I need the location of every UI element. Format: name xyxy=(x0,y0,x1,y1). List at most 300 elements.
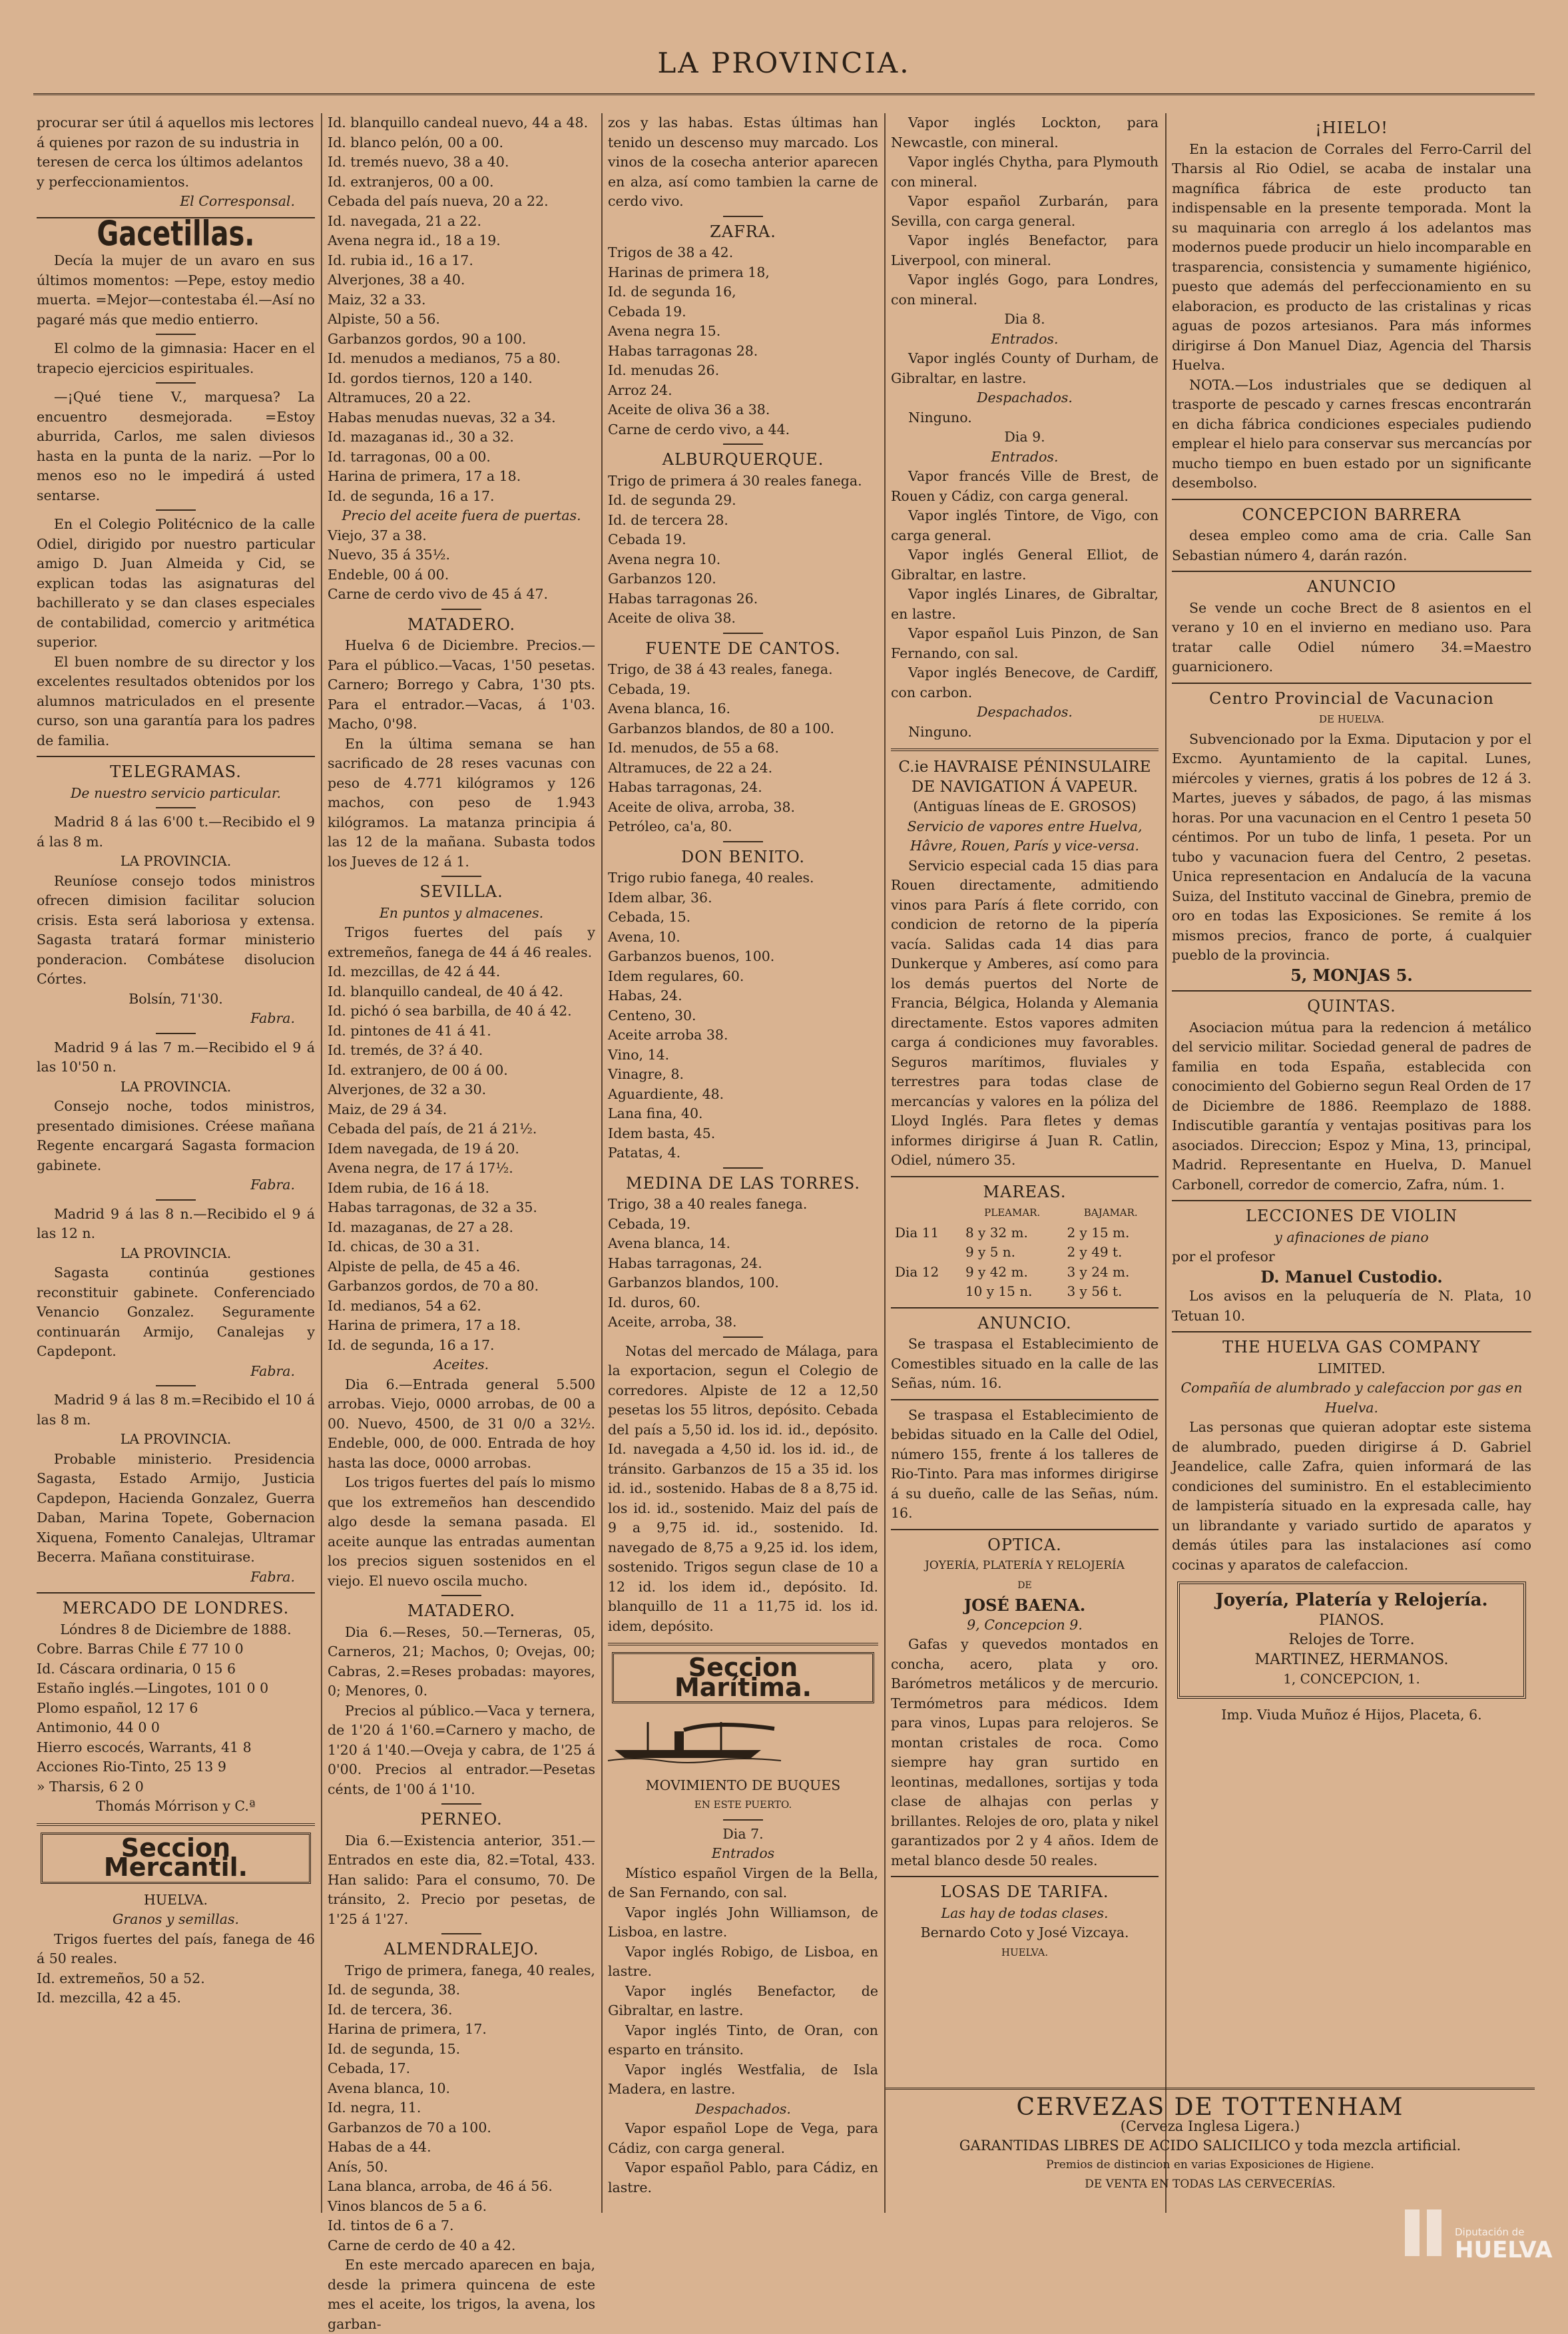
tide-row xyxy=(891,1263,1159,1302)
divider xyxy=(723,1819,763,1821)
price-line: Trigos fuertes del país, fanega de 46 á 50 reales. xyxy=(37,1930,315,1966)
ship-entry: Vapor español Luis Pinzon, de San Fernando, con sal. xyxy=(891,625,1159,661)
price-line: Id. pichó ó sea barbilla, de 40 á 42. xyxy=(328,1003,572,1019)
price-line: Trigo, 38 a 40 reales fanega. xyxy=(608,1196,808,1212)
gas-company-paragraph: Las personas que quieran adoptar este sistema de alumbrado, pueden dirigirse á D. Gabriel Jeandelice, calle Zafra, quien informará de las condiciones del suministro. En el establecimiento de lampistería situado en la expresada calle, hay un librandante y variado surtido de aparatos y demás útiles para las instalaciones así como cocinas y aparatos de calefaccion. xyxy=(1172,1419,1531,1573)
divider xyxy=(37,756,315,757)
losas-names: Bernardo Coto y José Vizcaya. xyxy=(920,1924,1129,1940)
anuncio-paragraph: Se traspasa el Establecimiento de bebidas situado en la Calle del Odiel, número 155, frente á los talleres de Rio-Tinto. Para mas informes dirigirse á su dueño, calle de las Señas, núm. 16. xyxy=(891,1406,1159,1521)
divider xyxy=(441,876,481,877)
gas-company-heading: THE HUELVA GAS COMPANY xyxy=(1222,1338,1481,1356)
telegram-dateline: Madrid 9 á las 7 m.—Recibido el 9 á las 10'50 n. xyxy=(37,1039,315,1075)
price-line: Habas tarragonas, de 32 a 35. xyxy=(328,1199,537,1215)
price-line: Id. de tercera 28. xyxy=(608,511,728,528)
martinez-line: Relojes de Torre. xyxy=(1288,1631,1415,1648)
telegram-bolsin: Bolsín, 71'30. xyxy=(129,990,223,1007)
telegram-signature: Fabra. xyxy=(250,1010,295,1026)
price-line: Maiz, 32 a 33. xyxy=(328,291,426,308)
price-line: Maiz, de 29 á 34. xyxy=(328,1101,447,1117)
masthead-title: LA PROVINCIA. xyxy=(657,47,911,79)
matadero-paragraph: En la última semana se han sacrificado de 28 reses vacunas con peso de 4.771 kilógramos y 126 machos, con peso de 1.943 kilógramos. La matanza principia á las 12 de la mañana. Subasta todos los Jueves de 12 á 1. xyxy=(328,735,595,870)
divider xyxy=(891,1307,1159,1309)
price-line: Cebada 19. xyxy=(608,303,686,320)
watermark-text: HUELVA xyxy=(1455,2237,1553,2263)
price-line: Vinagre, 8. xyxy=(608,1066,684,1082)
divider xyxy=(1172,683,1531,684)
quintas-paragraph: Asociacion mútua para la redencion á metálico del servicio militar. Sociedad general de padres de familia en toda España, establecida con conocimiento del Gobierno segun Real Orden de 17 de Diciembre de 1886. Reemplazo de 1888. Indiscutible garantía y ventajas positivas para los asociados. Direccion; Espoz y Mina, 13, principal, Madrid. Representante en Huelva, D. Manuel Carbonell, corredor de comercio, Zafra, núm. 1. xyxy=(1172,1019,1531,1193)
price-line: Trigo, de 38 á 43 reales, fanega. xyxy=(608,661,833,677)
column-5 xyxy=(1172,113,1531,2080)
joyeria-de: DE xyxy=(1017,1580,1032,1591)
aceites-paragraph: Dia 6.—Entrada general 5.500 arrobas. Viejo, 0000 arrobas, de 00 a 00. Nuevo, 4500, de 31 0/0 a 32½. Endeble, 000, de 000. Entrada de hoy hasta las doce, 0000 arrobas. xyxy=(328,1376,595,1471)
tottenham-line: GARANTIDAS LIBRES DE ACIDO SALICILICO y toda mezcla artificial. xyxy=(959,2138,1461,2154)
price-line: Harina de primera, 17 a 18. xyxy=(328,468,521,484)
price-line: Id. tremés, de 3? á 40. xyxy=(328,1042,483,1058)
price-line: Avena blanca, 14. xyxy=(608,1235,731,1251)
price-line: Trigo de primera, fanega, 40 reales, xyxy=(345,1962,595,1978)
hielo-heading: ¡HIELO! xyxy=(1315,119,1388,137)
price-line: Id. extremeños, 50 a 52. xyxy=(37,1970,205,1986)
vacunacion-address: 5, MONJAS 5. xyxy=(1290,965,1413,985)
ship-entry: Místico español Virgen de la Bella, de San Fernando, con sal. xyxy=(608,1865,878,1900)
continued-paragraph: zos y las habas. Estas últimas han tenido un descenso muy marcado. Los vinos de la cosecha anterior aparecen en alza, así como tambien la carne de cerdo vivo. xyxy=(608,115,878,209)
price-line: Nuevo, 35 á 35½. xyxy=(328,547,451,563)
column-4 xyxy=(891,113,1159,2213)
gacetilla-paragraph: —¡Qué tiene V., marquesa? La encuentro desmejorada. =Estoy aburrida, Carlos, me salen diviesos hasta en la punta de la nariz. —Por lo menos eso no le impedirá á usted sentarse. xyxy=(37,389,315,503)
price-line: Anís, 50. xyxy=(328,2158,388,2175)
london-market-line: » Tharsis, 6 2 0 xyxy=(37,1778,144,1795)
price-line: Id. de segunda, 15. xyxy=(328,2040,461,2057)
column-2 xyxy=(328,113,595,2332)
telegram-source: LA PROVINCIA. xyxy=(120,1245,232,1261)
price-line: Id. de segunda, 16 a 17. xyxy=(328,487,495,504)
price-line: Id. navegada, 21 a 22. xyxy=(328,212,482,229)
price-line: Id. negra, 11. xyxy=(328,2100,421,2116)
martinez-line: MARTINEZ, HERMANOS. xyxy=(1254,1651,1449,1668)
price-line: Habas de a 44. xyxy=(328,2139,431,2155)
entrados-subheading: Entrados. xyxy=(991,330,1059,347)
ship-entry: Vapor inglés Robigo, de Lisboa, en lastre. xyxy=(608,1943,878,1979)
tide-bajamar-cell xyxy=(1063,1263,1159,1302)
sevilla-heading: SEVILLA. xyxy=(419,882,503,901)
price-line: Idem navegada, de 19 á 20. xyxy=(328,1140,519,1157)
ship-entry: Vapor español Lope de Vega, para Cádiz, con carga general. xyxy=(608,2120,878,2156)
column-separator xyxy=(601,113,603,2213)
telegram-body: Probable ministerio. Presidencia Sagasta, Estado Armijo, Justicia Capdepon, Hacienda Gonzalez, Guerra Daban, Marina Topete, Gobernacion Xiquena, Fomento Canalejas, Ultramar Becerra. Mañana constituirase. xyxy=(37,1450,315,1565)
divider xyxy=(723,1336,763,1338)
ship-entry: Vapor inglés Linares, de Gibraltar, en lastre. xyxy=(891,586,1159,622)
tottenham-ad xyxy=(886,2094,1535,2194)
price-line: Avena negra 15. xyxy=(608,323,721,339)
sea-waves-icon xyxy=(608,1759,781,1763)
movimiento-heading: MOVIMIENTO DE BUQUES xyxy=(645,1777,841,1793)
telegram-source: LA PROVINCIA. xyxy=(120,853,232,869)
price-line: Cebada, 19. xyxy=(608,1215,691,1232)
tide-header-row xyxy=(891,1203,1159,1223)
london-market-line: Id. Cáscara ordinaria, 0 15 6 xyxy=(37,1660,236,1677)
printer-imprint: Imp. Viuda Muñoz é Hijos, Placeta, 6. xyxy=(1221,1706,1482,1723)
matadero-paragraph: Dia 6.—Reses, 50.—Terneras, 05, Carneros, 21; Machos, 0; Ovejas, 00; Cabras, 2.=Reses probadas: mayores, 0; Menores, 0. xyxy=(328,1623,595,1699)
tide-row xyxy=(891,1223,1159,1263)
divider xyxy=(156,1199,196,1201)
tide-time: 3 y 56 t. xyxy=(1067,1283,1123,1299)
losas-city: HUELVA. xyxy=(1001,1946,1049,1958)
price-line: Alverjones, de 32 a 30. xyxy=(328,1081,487,1097)
london-market-heading: MERCADO DE LONDRES. xyxy=(62,1599,290,1617)
column-separator xyxy=(321,113,322,2213)
matadero-heading: MATADERO. xyxy=(407,615,516,634)
sevilla-note: Los trigos fuertes del país lo mismo que los extremeños han descendido algo desde la semana pasada. El aceite aunque las entradas aumentan los precios siguen sostenidos en el viejo. El nuevo oscila mucho. xyxy=(328,1474,595,1589)
ship-smoke-icon xyxy=(684,1725,774,1730)
intro-line: procurar ser útil á aquellos mis lectores xyxy=(37,115,314,131)
tottenham-line: Premios de distincion en varias Exposiciones de Higiene. xyxy=(1046,2158,1374,2172)
telegram-dateline: Madrid 8 á las 6'00 t.—Recibido el 9 á las 8 m. xyxy=(37,814,315,850)
price-line: Garbanzos de 70 a 100. xyxy=(328,2119,491,2136)
price-line: Id. blanco pelón, 00 a 00. xyxy=(328,134,504,150)
martinez-line: 1, CONCEPCION, 1. xyxy=(1283,1671,1420,1687)
martinez-line: PIANOS. xyxy=(1319,1611,1384,1629)
price-line: Id. de tercera, 36. xyxy=(328,2001,453,2018)
price-line: Aceite arroba 38. xyxy=(608,1027,728,1043)
price-line: Garbanzos gordos, 90 a 100. xyxy=(328,330,527,347)
price-line: Alpiste de pella, de 45 a 46. xyxy=(328,1258,521,1275)
london-market-line: Lóndres 8 de Diciembre de 1888. xyxy=(60,1621,292,1637)
price-line: Idem albar, 36. xyxy=(608,889,712,906)
tide-time: 9 y 5 n. xyxy=(965,1244,1016,1260)
price-line: Aceite de oliva 36 a 38. xyxy=(608,402,770,418)
divider xyxy=(441,609,481,610)
divider xyxy=(1172,1331,1531,1332)
baena-address: 9, Concepcion 9. xyxy=(967,1616,1083,1633)
anuncio-heading: ANUNCIO. xyxy=(977,1313,1072,1332)
havraise-title: DE NAVIGATION Á VAPEUR. xyxy=(911,778,1139,796)
price-line: Cebada, 17. xyxy=(328,2060,411,2076)
martinez-hermanos-ad xyxy=(1177,1582,1526,1699)
price-line: Carne de cerdo de 40 a 42. xyxy=(328,2237,516,2253)
masthead xyxy=(33,40,1535,93)
price-line: Avena negra, de 17 á 17½. xyxy=(328,1160,513,1176)
price-line: Habas tarragonas, 24. xyxy=(608,1255,762,1271)
telegram-dateline: Madrid 9 á las 8 m.=Recibido el 10 á las 8 m. xyxy=(37,1392,315,1428)
price-line: Id. rubia id., 16 a 17. xyxy=(328,252,473,268)
column-3 xyxy=(608,113,878,2213)
london-market-signature: Thomás Mórrison y C.ª xyxy=(96,1798,256,1814)
tottenham-subtitle: (Cerveza Inglesa Ligera.) xyxy=(1120,2118,1300,2134)
london-market-line: Acciones Rio-Tinto, 25 13 9 xyxy=(37,1759,226,1775)
correspondent-signature: El Corresponsal. xyxy=(180,193,295,209)
price-line: Id. chicas, de 30 a 31. xyxy=(328,1239,480,1255)
barrera-paragraph: desea empleo como ama de cria. Calle San Sebastian número 4, darán razón. xyxy=(1172,527,1531,563)
price-line: Id. de segunda 29. xyxy=(608,492,736,508)
price-line: Id. menudas 26. xyxy=(608,362,720,378)
price-line: Carne de cerdo vivo de 45 á 47. xyxy=(328,586,549,602)
price-line: Id. extranjeros, 00 a 00. xyxy=(328,173,494,190)
mareas-heading: MAREAS. xyxy=(983,1182,1067,1201)
price-line: Id. pintones de 41 á 41. xyxy=(328,1022,491,1039)
price-line: Id. de segunda, 38. xyxy=(328,1982,461,1998)
price-line: Id. blanquillo candeal nuevo, 44 a 48. xyxy=(328,115,589,131)
price-line: Alverjones, 38 a 40. xyxy=(328,272,465,288)
divider xyxy=(156,382,196,384)
bajamar-header: BAJAMAR. xyxy=(1083,1207,1138,1219)
divider xyxy=(1172,990,1531,992)
price-line: Id. de segunda 16, xyxy=(608,284,736,300)
price-line: Habas, 24. xyxy=(608,988,682,1004)
vacunacion-subheading: DE HUELVA. xyxy=(1318,713,1384,725)
price-line: Altramuces, de 22 a 24. xyxy=(608,759,773,776)
ship-entry: Vapor inglés Lockton, para Newcastle, con mineral. xyxy=(891,115,1159,150)
price-line: Id. medianos, 54 a 62. xyxy=(328,1297,481,1314)
divider xyxy=(441,1933,481,1934)
vacunacion-heading: Centro Provincial de Vacunacion xyxy=(1208,689,1495,708)
pleamar-header: PLEAMAR. xyxy=(984,1207,1041,1219)
tide-time: 2 y 49 t. xyxy=(1067,1244,1123,1260)
gacetilla-paragraph: Decía la mujer de un avaro en sus últimos momentos: —Pepe, estoy medio muerta. =Mejor—contestaba él.—Así no pagaré más que medio entierro. xyxy=(37,252,315,328)
despachados-subheading: Despachados. xyxy=(977,390,1073,406)
entrados-subheading: Entrados xyxy=(711,1845,775,1861)
intro-line: y perfeccionamientos. xyxy=(37,173,190,190)
price-line: Cebada, 15. xyxy=(608,909,691,925)
price-line: Habas tarragonas, 24. xyxy=(608,779,762,795)
price-line: Harinas de primera 18, xyxy=(608,264,770,280)
tide-time: 2 y 15 m. xyxy=(1067,1224,1130,1241)
price-line: Aceite de oliva, arroba, 38. xyxy=(608,798,796,815)
intro-line: teresen de cerca los últimos adelantos xyxy=(37,154,303,170)
almendralejo-heading: ALMENDRALEJO. xyxy=(384,1940,539,1958)
london-market-line: Plomo español, 12 17 6 xyxy=(37,1699,198,1716)
price-line: Aguardiente, 48. xyxy=(608,1085,724,1102)
havraise-paragraph: Servicio especial cada 15 dias para Rouen directamente, admitiendo vinos para París á flete corrido, con condicion de retorno de la pipería vacía. Salidas cada 14 dias para Dunkerque y Amberes, así como para los demás puertos del Norte de Francia, Bélgica, Holanda y Alemania directamente. Estos vapores admiten carga á condiciones muy favorables. Seguros marítimos, fluviales y terrestres para todas clase de mercancías y valores en la póliza del Lloyd Inglés. Para fletes y demas informes dirigirse á Juan R. Catlin, Odiel, número 35. xyxy=(891,857,1159,1168)
price-line: Vino, 14. xyxy=(608,1046,670,1063)
divider xyxy=(1172,1200,1531,1201)
divider xyxy=(37,1823,315,1826)
gacetilla-paragraph: El colmo de la gimnasia: Hacer en el trapecio ejercicios espirituales. xyxy=(37,340,315,376)
column-separator xyxy=(884,113,886,2213)
telegram-signature: Fabra. xyxy=(250,1177,295,1193)
ship-entry: Vapor inglés Benecove, de Cardiff, con carbon. xyxy=(891,665,1159,701)
telegram-body: Reuníose consejo todos ministros ofrecen dimision facilitar solucion crisis. Esta será laboriosa y extensa. Sagasta tratará formar ministerio ponderacion. Combátese disolucion Córtes. xyxy=(37,872,315,987)
divider xyxy=(441,1595,481,1596)
havraise-service: Servicio de vapores entre Huelva, Hâvre, Rouen, París y vice-versa. xyxy=(907,818,1143,854)
divider xyxy=(723,443,763,445)
tide-day: Dia 11 xyxy=(895,1224,939,1241)
price-line: Lana fina, 40. xyxy=(608,1105,703,1121)
price-line: Aceite de oliva 38. xyxy=(608,610,736,626)
violin-line: por el profesor xyxy=(1172,1249,1275,1265)
almendralejo-note: En este mercado aparecen en baja, desde la primera quincena de este mes el aceite, los trigos, la avena, los garban- xyxy=(328,2257,595,2332)
price-line: Idem basta, 45. xyxy=(608,1125,716,1141)
jose-baena-name: JOSÉ BAENA. xyxy=(963,1596,1086,1615)
martinez-line: Joyería, Platería y Relojería. xyxy=(1215,1590,1488,1610)
fuente-heading: FUENTE DE CANTOS. xyxy=(645,639,841,658)
price-line: Patatas, 4. xyxy=(608,1145,681,1161)
price-line: Garbanzos blandos, 100. xyxy=(608,1275,779,1291)
london-market-line: Cobre. Barras Chile £ 77 10 0 xyxy=(37,1641,244,1657)
tide-pleamar-cell xyxy=(961,1223,1063,1263)
tide-time: 10 y 15 n. xyxy=(965,1283,1033,1299)
price-line: Arroz 24. xyxy=(608,382,672,398)
matadero-paragraph: Huelva 6 de Diciembre. Precios.—Para el público.—Vacas, 1'50 pesetas. Carnero; Borrego y Cabra, 1'30 pts. Para el entrador.—Vacas, á 1'03. Macho, 0'98. xyxy=(328,637,595,732)
divider xyxy=(156,509,196,511)
price-line: Habas tarragonas 26. xyxy=(608,590,758,607)
price-line: Id. duros, 60. xyxy=(608,1294,700,1311)
price-line: Viejo, 37 a 38. xyxy=(328,527,427,543)
ship-entry: Ninguno. xyxy=(908,409,972,426)
havraise-subtitle: (Antiguas líneas de E. GROSOS) xyxy=(913,798,1137,814)
alburquerque-heading: ALBURQUERQUE. xyxy=(662,450,824,469)
anuncio-paragraph: Se traspasa el Establecimiento de Comestibles situado en la calle de las Señas, núm. 16. xyxy=(891,1336,1159,1391)
price-line: Id. tremés nuevo, 38 a 40. xyxy=(328,154,509,170)
granos-subheading: Granos y semillas. xyxy=(112,1911,240,1927)
aceite-subheading: Precio del aceite fuera de puertas. xyxy=(342,507,581,523)
price-line: Id. menudos, de 55 a 68. xyxy=(608,740,779,756)
divider xyxy=(1172,499,1531,500)
divider xyxy=(156,334,196,335)
price-line: Id. blanquillo candeal, de 40 á 42. xyxy=(328,983,563,1000)
divider xyxy=(723,1167,763,1169)
steamship-engraving xyxy=(608,1717,781,1763)
seccion-mercantil-heading: Seccion Mercantil. xyxy=(41,1833,311,1884)
telegram-source: LA PROVINCIA. xyxy=(120,1431,232,1447)
watermark-text: Diputación de xyxy=(1455,2226,1525,2238)
huelva-heading: HUELVA. xyxy=(143,1891,208,1908)
gas-company-subtitle: Compañía de alumbrado y calefaccion por gas en Huelva. xyxy=(1180,1380,1523,1416)
tide-pleamar-cell xyxy=(961,1263,1063,1302)
divider xyxy=(891,1876,1159,1877)
price-line: Cebada, 19. xyxy=(608,681,691,697)
price-line: Harina de primera, 17. xyxy=(328,2021,487,2037)
divider xyxy=(156,807,196,808)
ship-entry: Ninguno. xyxy=(908,723,972,740)
price-line: Id. gordos tiernos, 120 a 140. xyxy=(328,370,533,386)
matadero-paragraph: Precios al público.—Vaca y ternera, de 1'20 á 1'60.=Carnero y macho, de 1'20 á 1'40.—Oveja y cabra, de 1'25 á 0'00. Precios al entrador.—Pesetas cénts, de 1'00 á 1'10. xyxy=(328,1702,595,1797)
gas-company-limited: LIMITED. xyxy=(1318,1360,1386,1376)
price-line: Habas tarragonas 28. xyxy=(608,342,758,359)
divider xyxy=(441,1803,481,1805)
losas-line: Las hay de todas clases. xyxy=(941,1904,1109,1921)
divider xyxy=(723,216,763,217)
price-line: Id. mazaganas id., 30 a 32. xyxy=(328,429,514,445)
intro-line: á quienes por razon de su industria in xyxy=(37,134,300,150)
ship-entry: Vapor inglés Westfalia, de Isla Madera, en lastre. xyxy=(608,2061,878,2097)
price-line: Altramuces, 20 a 22. xyxy=(328,390,471,406)
price-line: Id. mazaganas, de 27 a 28. xyxy=(328,1219,513,1235)
divider xyxy=(891,748,1159,751)
telegram-signature: Fabra. xyxy=(250,1362,295,1379)
price-line: Petróleo, ca'a, 80. xyxy=(608,818,732,834)
price-line: Harina de primera, 17 a 18. xyxy=(328,1317,521,1333)
diputacion-watermark xyxy=(1402,2199,1555,2266)
ship-entry: Vapor inglés Tinto, de Oran, con esparto en tránsito. xyxy=(608,2022,878,2058)
ship-entry: Vapor inglés Benefactor, para Liverpool, con mineral. xyxy=(891,232,1159,268)
divider xyxy=(891,1529,1159,1530)
telegramas-heading: TELEGRAMAS. xyxy=(110,762,242,781)
price-line: Trigos de 38 a 42. xyxy=(608,244,734,260)
price-line: Endeble, 00 á 00. xyxy=(328,566,449,583)
hielo-paragraph: En la estacion de Corrales del Ferro-Carril del Tharsis al Rio Odiel, se acaba de instalar una magnífica fábrica de este producto tan indispensable en la presente temporada. Mont la su maquinaria con arreglo á los adelantos mas modernos puede producir un hielo incomparable en trasparencia, consistencia y sumamente higiénico, puesto que además del perfeccionamiento en su elaboracion, es producto de las cristalinas y ricas aguas de pozos artesianos. Para más informes dirigirse á Don Manuel Diaz, Agencia del Tharsis Huelva. xyxy=(1172,141,1531,373)
telegram-body: Consejo noche, todos ministros, presentado dimisiones. Créese mañana Regente encargará Sagasta formacion gabinete. xyxy=(37,1098,315,1173)
barrera-heading: CONCEPCION BARRERA xyxy=(1242,505,1461,524)
london-market-line: Estaño inglés.—Lingotes, 101 0 0 xyxy=(37,1680,269,1696)
tide-time: 3 y 24 m. xyxy=(1067,1263,1130,1280)
price-line: Habas menudas nuevas, 32 a 34. xyxy=(328,409,556,426)
telegram-source: LA PROVINCIA. xyxy=(120,1078,232,1095)
despachados-subheading: Despachados. xyxy=(695,2100,791,2117)
matadero-heading: MATADERO. xyxy=(407,1602,516,1620)
gacetillas-heading: Gacetillas. xyxy=(97,214,255,254)
divider xyxy=(891,1399,1159,1400)
medina-heading: MEDINA DE LAS TORRES. xyxy=(625,1173,861,1193)
price-line: Avena negra id., 18 a 19. xyxy=(328,232,501,248)
price-line: Avena negra 10. xyxy=(608,551,721,567)
footer-rule xyxy=(886,2088,1535,2090)
day-heading: Dia 8. xyxy=(1004,311,1045,327)
price-line: Id. extranjero, de 00 á 00. xyxy=(328,1061,508,1078)
ship-entry: Vapor inglés John Williamson, de Lisboa, en lastre. xyxy=(608,1904,878,1940)
ship-entry: Vapor inglés General Elliot, de Gibraltar, en lastre. xyxy=(891,547,1159,583)
tide-day: Dia 12 xyxy=(895,1263,939,1280)
ship-entry: Vapor inglés Tintore, de Vigo, con carga general. xyxy=(891,507,1159,543)
ship-entry: Vapor español Zurbarán, para Sevilla, con carga general. xyxy=(891,193,1159,229)
violin-subheading: y afinaciones de piano xyxy=(1274,1229,1429,1245)
divider xyxy=(37,1592,315,1594)
sevilla-subheading: En puntos y almacenes. xyxy=(379,904,544,921)
price-line: Id. tarragonas, 00 a 00. xyxy=(328,448,491,465)
zafra-heading: ZAFRA. xyxy=(710,222,776,241)
custodio-name: D. Manuel Custodio. xyxy=(1260,1267,1443,1287)
ship-entry: Vapor inglés Benefactor, de Gibraltar, en lastre. xyxy=(608,1982,878,2018)
tide-time: 9 y 42 m. xyxy=(965,1263,1028,1280)
price-line: Cebada del país, de 21 á 21½. xyxy=(328,1121,537,1137)
price-line: Carne de cerdo vivo, a 44. xyxy=(608,421,790,438)
price-line: Avena blanca, 10. xyxy=(328,2080,451,2096)
price-line: Garbanzos buenos, 100. xyxy=(608,948,775,964)
telegram-dateline: Madrid 9 á las 8 n.—Recibido el 9 á las 12 n. xyxy=(37,1205,315,1241)
tottenham-line: DE VENTA EN TODAS LAS CERVECERÍAS. xyxy=(1085,2178,1336,2191)
price-line: Garbanzos gordos, de 70 a 80. xyxy=(328,1278,539,1294)
price-line: Cebada del país nueva, 20 a 22. xyxy=(328,193,549,209)
price-line: Garbanzos blandos, de 80 a 100. xyxy=(608,720,835,736)
price-line: Avena blanca, 16. xyxy=(608,701,731,717)
ship-entry: Vapor inglés County of Durham, de Gibraltar, en lastre. xyxy=(891,350,1159,386)
divider xyxy=(156,1033,196,1034)
don-benito-heading: DON BENITO. xyxy=(680,847,806,866)
price-line: Trigos fuertes del país y extremeños, fanega de 44 á 46 reales. xyxy=(328,924,595,960)
price-line: Lana blanca, arroba, de 46 á 56. xyxy=(328,2178,553,2194)
perneo-paragraph: Dia 6.—Existencia anterior, 351.—Entrados en este dia, 82.=Total, 433. Han salido: Para el consumo, 70. De tránsito, 2. Precio por pesetas, de 1'25 á 1'27. xyxy=(328,1832,595,1927)
havraise-title: C.ie HAVRAISE PÉNINSULAIRE xyxy=(898,758,1151,776)
entrados-subheading: Entrados. xyxy=(991,448,1059,465)
price-line: Alpiste, 50 a 56. xyxy=(328,311,440,327)
anuncio-paragraph: Se vende un coche Brect de 8 asientos en el verano y 10 en el invierno en mediano uso. Para tratar calle Odiel número 34.=Maestro guarnicionero. xyxy=(1172,599,1531,675)
tide-table xyxy=(891,1203,1159,1302)
price-line: Id. mezcillas, de 42 á 44. xyxy=(328,964,501,980)
price-line: Centeno, 30. xyxy=(608,1007,696,1023)
column-separator xyxy=(1165,113,1167,2213)
telegramas-subheading: De nuestro servicio particular. xyxy=(71,784,281,801)
price-line: Avena, 10. xyxy=(608,928,680,945)
losas-heading: LOSAS DE TARIFA. xyxy=(940,1883,1109,1901)
price-line: Vinos blancos de 5 a 6. xyxy=(328,2197,487,2214)
day-heading: Dia 9. xyxy=(1004,429,1045,445)
ship-hull-icon xyxy=(615,1750,761,1758)
violin-paragraph: Los avisos en la peluquería de N. Plata, 10 Tetuan 10. xyxy=(1172,1288,1531,1324)
price-line: Idem regulares, 60. xyxy=(608,968,744,984)
london-market-line: Hierro escocés, Warrants, 41 8 xyxy=(37,1739,252,1755)
divider xyxy=(723,633,763,634)
puerto-subheading: EN ESTE PUERTO. xyxy=(694,1799,792,1811)
despachados-subheading: Despachados. xyxy=(977,704,1073,720)
